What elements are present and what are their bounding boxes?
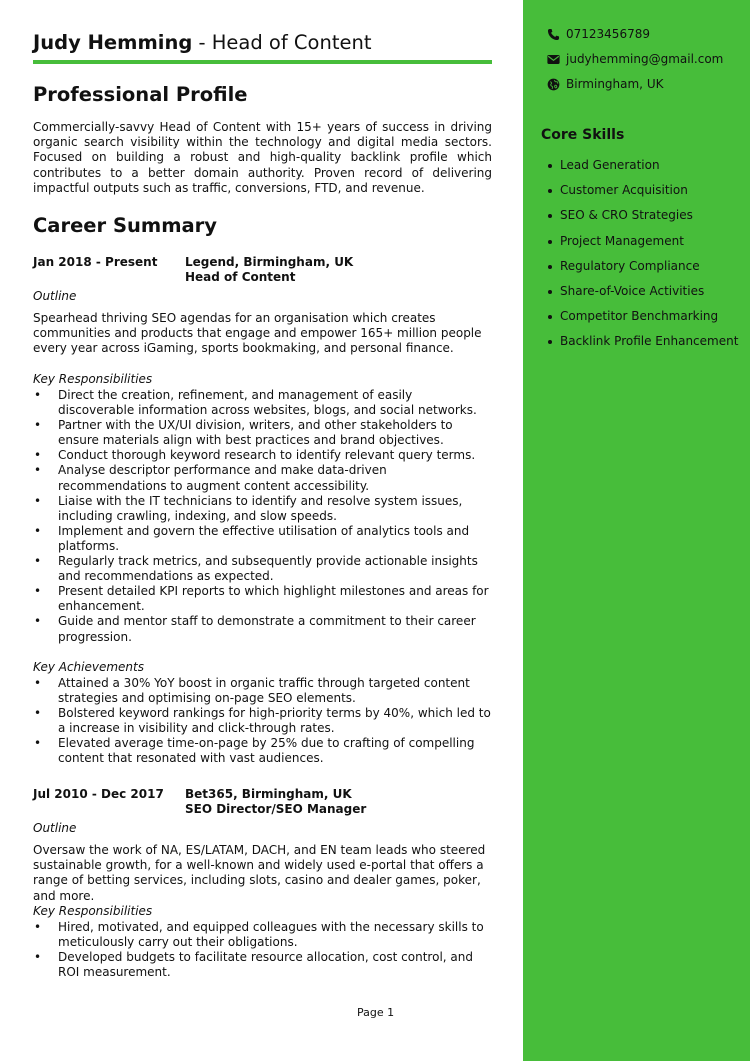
email-address: judyhemming@gmail.com: [566, 52, 724, 66]
skill-item: Lead Generation: [547, 158, 738, 183]
location-text: Birmingham, UK: [566, 77, 664, 91]
list-item: • Partner with the UX/UI division, writers, and other stakeholders to ensure materials align with best practices and brand objectives.: [33, 418, 492, 448]
list-item: • Direct the creation, refinement, and management of easily discoverable information across websites, blogs, and social networks.: [33, 388, 492, 418]
skill-item: Project Management: [547, 234, 738, 259]
job-outline: Oversaw the work of NA, ES/LATAM, DACH, and EN team leads who steered sustainable growth, for a well-known and widely used e-portal that offers a range of betting services, including slots, casino and dealer games, poker, and more.: [33, 843, 486, 903]
job-organisation: Legend, Birmingham, UK: [185, 255, 354, 269]
phone-icon: [547, 28, 560, 41]
outline-label: Outline: [33, 821, 77, 835]
list-item: • Hired, motivated, and equipped colleagues with the necessary skills to meticulously carry out their obligations.: [33, 920, 492, 950]
list-item: • Implement and govern the effective utilisation of analytics tools and platforms.: [33, 524, 492, 554]
list-item: • Guide and mentor staff to demonstrate a commitment to their career progression.: [33, 614, 492, 644]
job-title: Head of Content: [185, 270, 296, 284]
list-item: • Present detailed KPI reports to which highlight milestones and areas for enhancement.: [33, 584, 492, 614]
achievements-list: [33, 676, 492, 767]
globe-icon: [547, 78, 560, 91]
page-number: Page 1: [357, 1006, 395, 1019]
envelope-icon: [547, 53, 560, 66]
profile-heading: Professional Profile: [33, 83, 248, 106]
skill-item: Share-of-Voice Activities: [547, 284, 738, 309]
phone-number: 07123456789: [566, 27, 650, 41]
responsibilities-list: [33, 920, 492, 980]
list-item: • Analyse descriptor performance and make data-driven recommendations to augment content accessibility.: [33, 463, 492, 493]
candidate-name: Judy Hemming: [33, 31, 193, 54]
responsibilities-label: Key Responsibilities: [33, 904, 153, 918]
skill-item: SEO & CRO Strategies: [547, 208, 738, 233]
list-item: • Attained a 30% YoY boost in organic traffic through targeted content strategies and optimising on-page SEO elements.: [33, 676, 492, 706]
list-item: • Liaise with the IT technicians to identify and resolve system issues, including crawling, indexing, and slow speeds.: [33, 494, 492, 524]
list-item: • Bolstered keyword rankings for high-priority terms by 40%, which led to a increase in visibility and click-through rates.: [33, 706, 492, 736]
skill-item: Regulatory Compliance: [547, 259, 738, 284]
job-outline: Spearhead thriving SEO agendas for an organisation which creates communities and products that engage and empower 165+ million people every year across iGaming, sports bookmaking, and personal finance.: [33, 311, 482, 356]
skills-heading: Core Skills: [541, 127, 625, 143]
skill-item: Backlink Profile Enhancement: [547, 334, 738, 359]
job-dates: Jan 2018 - Present: [33, 255, 158, 269]
skill-item: Competitor Benchmarking: [547, 309, 738, 334]
job-organisation: Bet365, Birmingham, UK: [185, 787, 352, 801]
list-item: • Conduct thorough keyword research to identify relevant query terms.: [33, 448, 492, 463]
contact-phone: [547, 27, 650, 42]
candidate-role: Head of Content: [211, 31, 372, 54]
header-separator: -: [192, 31, 212, 54]
resume-header: [33, 31, 371, 55]
header-divider: [33, 60, 492, 64]
responsibilities-list: [33, 388, 492, 645]
list-item: • Elevated average time-on-page by 25% due to crafting of compelling content that resonated with vast audiences.: [33, 736, 492, 766]
skill-item: Customer Acquisition: [547, 183, 738, 208]
contact-location: [547, 77, 663, 92]
responsibilities-label: Key Responsibilities: [33, 372, 153, 386]
career-heading: Career Summary: [33, 214, 217, 237]
profile-text: Commercially-savvy Head of Content with 15+ years of success in driving organic search visibility within the technology and digital media sectors. Focused on building a robust and high-quality backlink profile which contributes to a better domain authority. Proven record of delivering impactful outputs such as traffic, conversions, FTD, and revenue.: [33, 120, 492, 195]
list-item: • Developed budgets to facilitate resource allocation, cost control, and ROI measurement.: [33, 950, 492, 980]
achievements-label: Key Achievements: [33, 660, 144, 674]
skills-list: [547, 158, 738, 360]
job-dates: Jul 2010 - Dec 2017: [33, 787, 164, 801]
job-title: SEO Director/SEO Manager: [185, 802, 367, 816]
contact-email: [547, 52, 723, 67]
list-item: • Regularly track metrics, and subsequently provide actionable insights and recommendations as expected.: [33, 554, 492, 584]
outline-label: Outline: [33, 289, 77, 303]
